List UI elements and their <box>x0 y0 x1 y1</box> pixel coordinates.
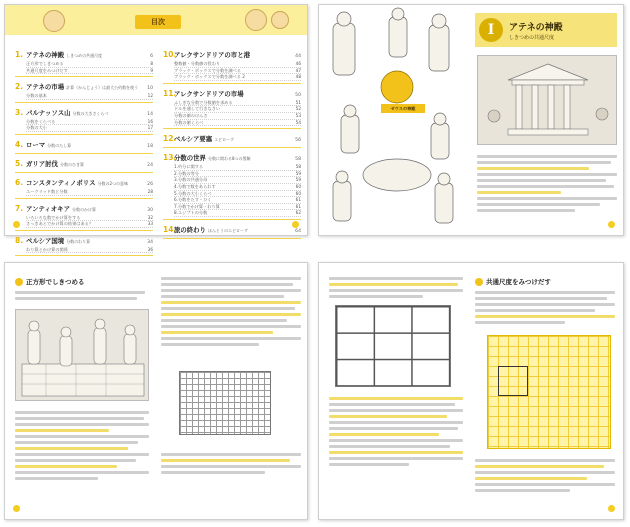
yellow-grid-figure <box>487 335 611 449</box>
toc-entry-page: 64 <box>295 228 301 234</box>
toc-divider <box>15 134 153 135</box>
zeus-figure <box>381 71 413 103</box>
toc-divider <box>163 238 301 239</box>
toc-entry-number: 5. <box>15 158 24 168</box>
toc-entry-page: 14 <box>147 111 153 117</box>
toc-subentry-title: ふしぎな分数で分数値を求める <box>174 99 233 105</box>
god-head-2 <box>392 8 404 20</box>
toc-entry-title: ガリア討伐 <box>26 159 58 168</box>
toc-subentry-page: 53 <box>295 112 301 118</box>
toc-subentry[interactable] <box>26 221 153 228</box>
god-head-6 <box>336 171 348 183</box>
god-head-7 <box>438 173 450 185</box>
toc-heading: 目次 <box>135 15 181 29</box>
toc-entry[interactable] <box>163 90 301 129</box>
toc-entry-page: 24 <box>147 162 153 168</box>
section-header <box>475 277 551 286</box>
toc-entry[interactable] <box>15 160 153 173</box>
toc-subentry[interactable] <box>26 247 153 254</box>
toc-entry-note: 分数のひき算 <box>59 161 84 167</box>
toc-entry-page: 18 <box>147 143 153 149</box>
toc-entry[interactable] <box>15 205 153 231</box>
toc-subentry-page: 32 <box>147 214 153 220</box>
toc-entry-title: アテネの神殿 <box>26 51 65 59</box>
toc-subentry-page: 52 <box>295 106 301 112</box>
intro-text <box>15 291 145 303</box>
god-head-3 <box>432 14 446 28</box>
section-page-tiling <box>4 262 308 520</box>
toc-divider <box>163 147 301 148</box>
toc-subentry[interactable] <box>174 164 301 171</box>
toc-subentry-title: 4.分数で数をあらわす <box>174 183 216 189</box>
toc-divider <box>15 76 153 77</box>
toc-entry-number: 3. <box>15 107 24 117</box>
toc-subentry-page: 9 <box>150 67 153 73</box>
toc-subentry-page: 62 <box>295 210 301 216</box>
toc-entry[interactable] <box>15 83 153 103</box>
toc-subentry-page: 12 <box>147 93 153 99</box>
unit-square-outline <box>498 366 528 396</box>
toc-entry-page: 56 <box>295 138 301 144</box>
toc-subentry-title: ユークリッド数と分数 <box>26 188 68 194</box>
toc-subentry[interactable] <box>174 210 301 217</box>
toc-column-right <box>163 51 301 245</box>
chapter-body-text <box>477 155 617 215</box>
god-figure-4 <box>341 115 359 153</box>
right-lower-text <box>475 459 615 495</box>
left-body-text <box>15 411 149 483</box>
toc-subentry-page: 54 <box>295 119 301 125</box>
toc-subentry[interactable] <box>26 189 153 196</box>
toc-divider <box>15 198 153 199</box>
toc-entry[interactable] <box>163 51 301 84</box>
toc-divider <box>163 219 301 220</box>
toc-entry-title: パルナッソス山 <box>26 108 71 117</box>
toc-subentry-title: 正方形でしきつめる <box>26 61 64 66</box>
toc-subentry-title: いろいろな数でかけ算をする <box>26 214 81 220</box>
coarse-grid-figure <box>335 305 451 387</box>
toc-subentry-page: 61 <box>295 203 301 209</box>
toc-entry-title: アレクサンドリアの市場 <box>174 89 244 98</box>
toc-subentry-page: 36 <box>147 246 153 252</box>
toc-subentry-title: 3.分数の共通分母 <box>174 177 208 183</box>
toc-subentry-page: 60 <box>295 183 301 189</box>
chapter-opener-page <box>318 4 624 236</box>
toc-subentry-page: 48 <box>295 74 301 80</box>
toc-subentry-title: 分数の基本 <box>26 93 47 99</box>
god-figure-2 <box>389 17 407 57</box>
toc-page <box>4 4 308 252</box>
toc-entry-number: 8. <box>15 235 24 245</box>
toc-entry-number: 1. <box>15 50 24 59</box>
section-page-common-measure <box>318 262 624 520</box>
toc-subentry-page: 47 <box>295 67 301 73</box>
god-figure-7 <box>435 183 453 223</box>
toc-subentry[interactable] <box>26 68 153 75</box>
toc-entry-note: 分数のたし算 <box>47 142 72 148</box>
toc-subentry-page: 61 <box>295 197 301 203</box>
toc-subentry[interactable] <box>174 106 301 113</box>
toc-entry-title: アテネの市場 <box>26 83 65 92</box>
toc-entry-number: 7. <box>15 203 24 213</box>
page-folio-marker <box>13 505 20 512</box>
toc-entry[interactable] <box>15 51 153 77</box>
toc-subentry-page: 16 <box>147 118 153 124</box>
chapter-number: Ⅰ <box>479 18 503 42</box>
toc-entry-note: 計算（かんじょう）は最大公約数を使う <box>66 85 139 91</box>
toc-entry-page: 26 <box>147 181 153 187</box>
pegasus-figure <box>363 159 431 191</box>
dog-mascot-icon <box>271 11 289 29</box>
toc-entry-number: 11. <box>163 88 177 98</box>
toc-divider <box>163 128 301 129</box>
toc-entry-note: 分数の大きさくらべ <box>72 110 109 116</box>
toc-entry[interactable] <box>163 226 301 239</box>
owl-mascot-icon <box>43 10 65 32</box>
right-body-text <box>161 277 301 349</box>
section-title: 正方形でしきつめる <box>26 278 85 286</box>
toc-subentry-title: 分数の大小 <box>26 125 47 131</box>
toc-entry-note: 分数の2つの意味 <box>97 180 129 186</box>
page-folio-marker <box>13 221 20 228</box>
god-figure-6 <box>333 181 351 221</box>
section-title: 共通尺度をみつけだす <box>486 278 551 286</box>
tiling-illustration <box>15 309 149 401</box>
toc-entry-title: ローマ <box>26 140 46 149</box>
toc-divider <box>15 153 153 154</box>
toc-subentry-page: 46 <box>295 61 301 66</box>
toc-subentry-title: ドルを通して行きなさい <box>174 106 221 112</box>
toc-subentry-title: わり算とかけ算の関係 <box>26 246 68 252</box>
toc-divider <box>163 83 301 84</box>
toc-entry-note: しきつめの共通尺度 <box>66 53 103 58</box>
page-folio-marker <box>292 221 299 228</box>
toc-divider <box>15 230 153 231</box>
cat-mascot-icon <box>245 9 267 31</box>
illustration-caption: ゼウスの神殿 <box>381 104 425 113</box>
toc-subentry-page: 59 <box>295 177 301 183</box>
toc-entry[interactable] <box>163 135 301 148</box>
toc-entry-note: エピローグ <box>214 137 235 143</box>
left-top-text <box>329 277 463 301</box>
god-figure-3 <box>429 25 449 71</box>
toc-entry-number: 10. <box>163 50 177 59</box>
toc-entry-number: 6. <box>15 177 24 187</box>
toc-entry-title: コンスタンティノポリス <box>26 178 96 187</box>
toc-entry-number: 14. <box>163 224 177 234</box>
toc-subentry-title: 2.分数の等分 <box>174 170 199 176</box>
toc-entry-page: 44 <box>295 54 301 59</box>
toc-subentry-title: 5.分数の大小くらべ <box>174 190 212 196</box>
fine-grid-figure <box>179 371 271 435</box>
right-intro-text <box>475 291 615 327</box>
chapter-subtitle: しきつめの共通尺度 <box>509 35 555 41</box>
toc-subentry-page: 60 <box>295 190 301 196</box>
toc-entry-page: 34 <box>147 239 153 245</box>
toc-subentry-title: 1.約分に関する <box>174 164 204 170</box>
toc-subentry-title: ブラック・ボックスで分数を調べる 2 <box>174 74 245 80</box>
toc-entry-note: ほんとうのエピローグ <box>207 227 248 233</box>
toc-subentry-page: 28 <box>147 188 153 194</box>
toc-entry-page: 58 <box>295 157 301 163</box>
left-body-text <box>329 397 463 469</box>
toc-divider <box>15 102 153 103</box>
toc-entry[interactable] <box>163 154 301 220</box>
right-lower-text <box>161 453 301 477</box>
toc-subentry[interactable] <box>174 61 301 68</box>
gods-illustration <box>319 5 469 237</box>
temple-illustration <box>477 55 617 145</box>
page-folio-marker <box>608 221 615 228</box>
temple-drawing <box>478 56 618 146</box>
toc-subentry[interactable] <box>174 177 301 184</box>
toc-entry-title: アンティオキア <box>26 204 70 213</box>
toc-subentry-page: 8 <box>150 61 153 66</box>
toc-subentry-page: 59 <box>295 170 301 176</box>
toc-subentry[interactable] <box>26 93 153 100</box>
toc-subentry-page: 33 <box>147 221 153 227</box>
toc-entry[interactable] <box>15 179 153 199</box>
toc-entry[interactable] <box>15 141 153 154</box>
toc-entry-title: アレクサンドリアの市と港 <box>174 51 250 59</box>
toc-subentry[interactable] <box>26 125 153 132</box>
toc-entry-number: 4. <box>15 139 24 149</box>
section-header <box>15 277 85 286</box>
god-head-4 <box>344 105 356 117</box>
toc-subentry[interactable] <box>174 184 301 191</box>
toc-entry-note: 分数に関わる8つの図解 <box>207 156 251 162</box>
toc-entry-title: ペルシア国境 <box>26 236 65 245</box>
god-head-1 <box>337 12 351 26</box>
chapter-title: アテネの神殿 <box>509 23 563 33</box>
toc-entry-page: 50 <box>295 92 301 98</box>
chapter-panel <box>469 5 625 237</box>
toc-subentry-title: ブラック・ボックスで分数を調べる <box>174 67 241 73</box>
toc-divider <box>15 172 153 173</box>
toc-entry-page: 10 <box>147 86 153 92</box>
toc-entry[interactable] <box>15 237 153 257</box>
god-figure-5 <box>431 123 449 159</box>
toc-subentry-title: 分数の値くらべ <box>174 119 204 125</box>
toc-subentry[interactable] <box>174 74 301 81</box>
page-folio-marker <box>608 505 615 512</box>
toc-subentry-title: 7.分数でかけ算・わり算 <box>174 203 220 209</box>
toc-subentry[interactable] <box>26 61 153 68</box>
toc-subentry-title: 6.分数をたす・ひく <box>174 197 212 203</box>
toc-subentry-title: 分数の値のけんさ <box>174 112 208 118</box>
toc-subentry-page: 58 <box>295 164 301 170</box>
toc-column-left <box>15 51 153 281</box>
god-figure-1 <box>333 23 355 75</box>
toc-subentry-title: 共通尺度をみつけだす <box>26 67 68 73</box>
toc-entry-page: 30 <box>147 207 153 213</box>
toc-entry-number: 13. <box>163 153 177 163</box>
chapter-header <box>475 13 617 47</box>
toc-subentry-page: 17 <box>147 125 153 131</box>
toc-subentry-title: さっきあとでかけ算の結果はある？ <box>26 221 94 227</box>
toc-subentry-title: 分数をくらべる <box>26 118 56 124</box>
toc-entry-number: 12. <box>163 134 177 144</box>
toc-entry-note: 分数のかけ算 <box>71 206 96 212</box>
section-bullet-icon <box>15 278 23 286</box>
toc-entry[interactable] <box>15 109 153 135</box>
toc-entry-title: 旅の終わり <box>174 225 206 234</box>
toc-subentry-title: 8.エジプトの分数 <box>174 210 208 216</box>
toc-entry-page: 6 <box>150 54 153 59</box>
toc-entry-title: 分数の世界 <box>174 154 206 163</box>
toc-subentry[interactable] <box>174 120 301 127</box>
toc-entry-title: ベルシア要塞 <box>174 135 213 144</box>
toc-subentry[interactable] <box>174 113 301 120</box>
toc-entry-note: 分数のわり算 <box>66 238 91 244</box>
toc-subentry-page: 51 <box>295 99 301 105</box>
toc-subentry-title: 整数値・分数値の役わり <box>174 61 221 66</box>
toc-divider <box>15 255 153 256</box>
section-bullet-icon <box>475 278 483 286</box>
god-head-5 <box>434 113 446 125</box>
toc-subentry[interactable] <box>174 197 301 204</box>
toc-entry-number: 2. <box>15 82 24 92</box>
